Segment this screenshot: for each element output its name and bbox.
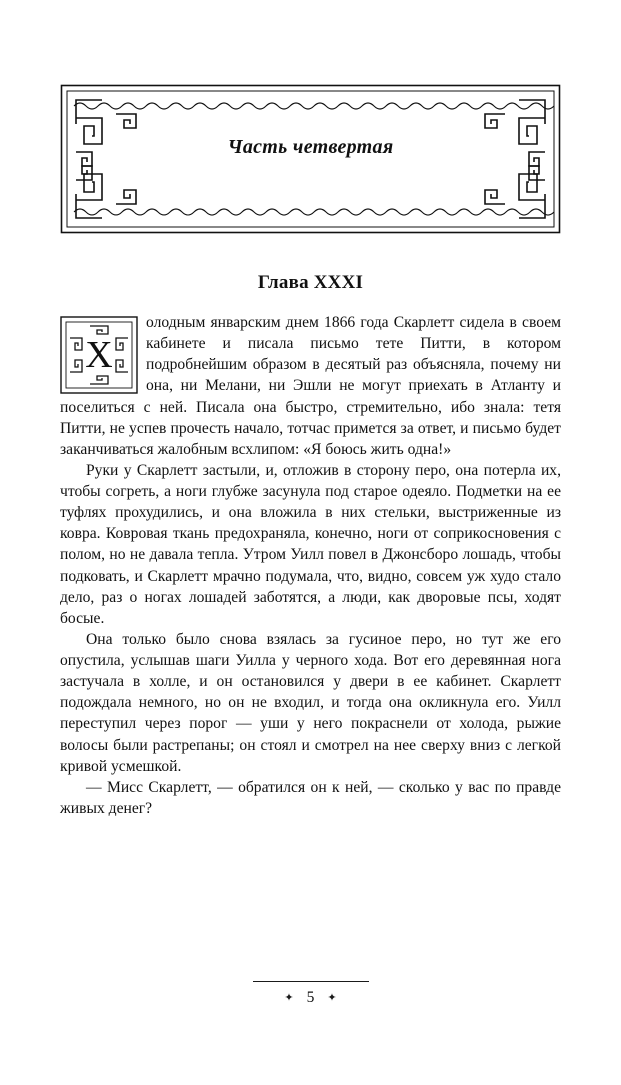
paragraph: — Мисс Скарлетт, — обратился он к ней, — сколько у вас по правде живых денег? <box>60 778 561 817</box>
drop-cap-ornament <box>60 316 138 394</box>
footer-divider <box>253 981 369 982</box>
part-title: Часть четвертая <box>227 136 394 158</box>
chapter-body <box>60 312 561 819</box>
banner-border-ornament <box>60 84 561 234</box>
ornament-right-icon: ✦ <box>327 991 337 1004</box>
drop-cap-letter: Х <box>85 334 113 376</box>
book-page <box>0 84 621 1085</box>
paragraph: олодным январским днем 1866 года Скарлетт сидела в своем кабинете и писала письмо тете Питти, в котором подробнейшим образом в десятый раз объясняла, почему ни она, ни Мелани, ни Эшли не могут приехать в Атланту и поселиться с ней. Писала она быстро, стремительно, ибо знала: тетя Питти, не успев прочесть начало, тотчас примется за ответ, и письмо будет заканчиваться жалобным всхлипом: «Я боюсь жить одна!» <box>60 314 561 458</box>
chapter-title: Глава XXXI <box>257 272 364 293</box>
paragraph: Руки у Скарлетт застыли, и, отложив в сторону перо, она потерла их, чтобы согреть, а ноги глубже засунула под старое одеяло. Подметки на ее туфлях прохудились, и она вложила в них стельки, выстриженные из ковра. Ковровая ткань предохраняла, конечно, ноги от соприкосновения с полом, но не давала тепла. Утром Уилл повел в Джонсборо лошадь, чтобы подковать, и Скарлетт мрачно подумала, что, видно, совсем уж худо стало дело, раз о ногах лошадей заботятся, а люди, как дворовые псы, ходят босые. <box>60 461 561 627</box>
page-number-row <box>0 989 621 1007</box>
paragraph: Она только было снова взялась за гусиное перо, но тут же его опустила, услышав шаги Уилла у черного хода. Вот его деревянная нога застучала в холле, и он остановился у двери в ее кабинет. Скарлетт подождала немного, но он не входил, и тогда она окликнула его. Уилл переступил через порог — уши у него покраснели от холода, рыжие волосы были растрепаны; он стоял и смотрел на нее сверху вниз с легкой кривой усмешкой. <box>60 630 561 775</box>
page-footer <box>0 981 621 1007</box>
page-number: 5 <box>306 989 315 1006</box>
ornament-left-icon: ✦ <box>284 991 294 1004</box>
part-banner <box>60 84 561 234</box>
